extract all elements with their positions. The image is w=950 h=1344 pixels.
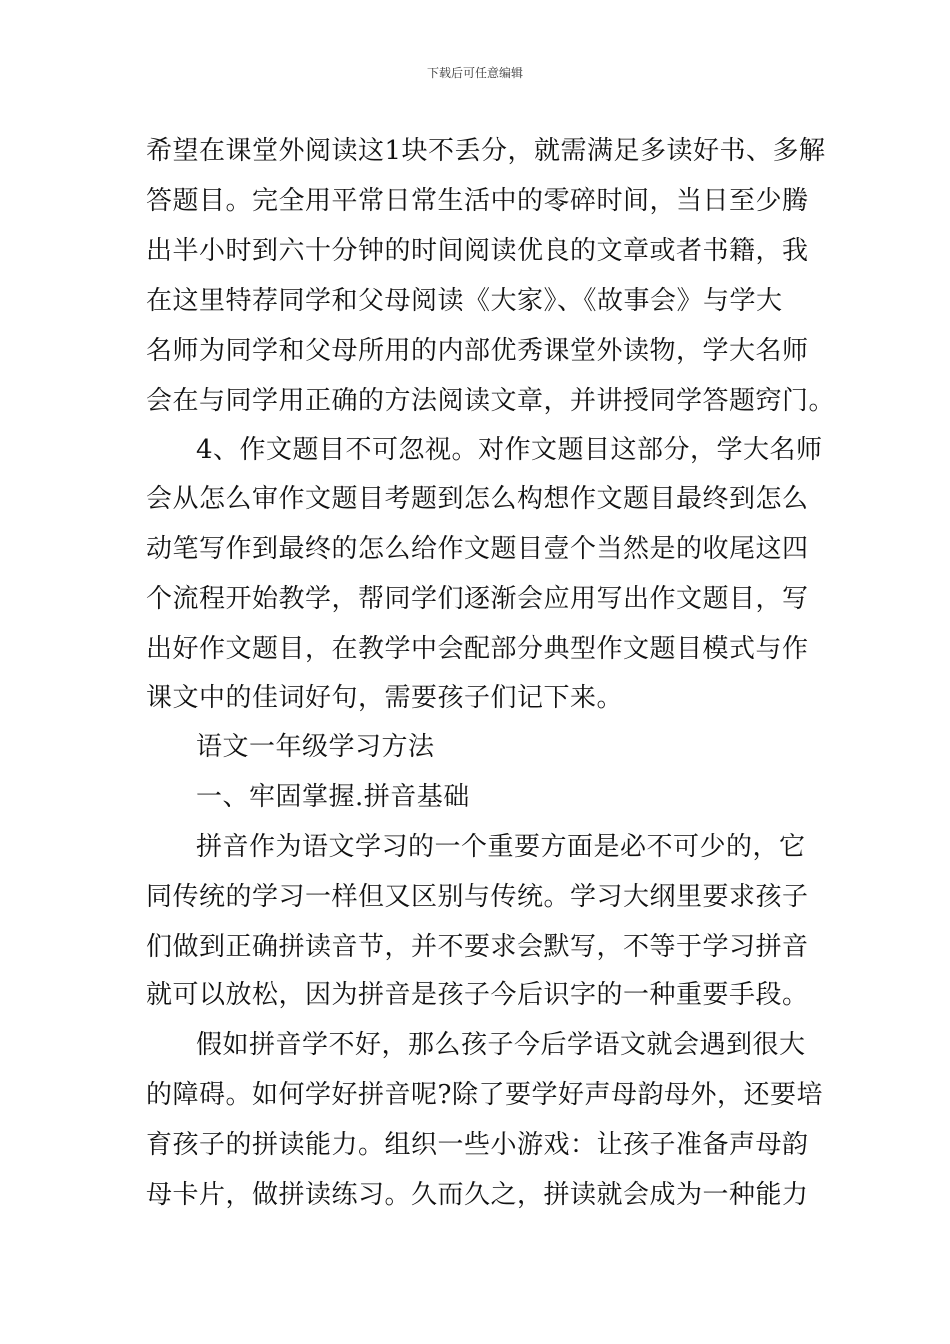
section-heading: 语文一年级学习方法 [196, 732, 435, 762]
text-line: 在这里特荐同学和父母阅读《大家》、《故事会》与学大 [146, 286, 783, 316]
text-line: 个流程开始教学，帮同学们逐渐会应用写出作文题目，写 [146, 584, 809, 614]
text-line: 出好作文题目，在教学中会配部分典型作文题目模式与作 [146, 634, 809, 664]
page-header: 下载后可任意编辑 [426, 66, 523, 80]
text-line: 就可以放松，因为拼音是孩子今后识字的一种重要手段。 [146, 980, 809, 1010]
text-line: 希望在课堂外阅读这1块不丢分，就需满足多读好书、多解 [146, 136, 826, 166]
section-subheading: 一、牢固掌握.拼音基础 [196, 782, 470, 812]
text-line: 课文中的佳词好句，需要孩子们记下来。 [146, 683, 624, 713]
text-line: 出半小时到六十分钟的时间阅读优良的文章或者书籍，我 [146, 236, 809, 266]
text-line: 们做到正确拼读音节，并不要求会默写，不等于学习拼音 [146, 932, 809, 962]
text-line: 4、作文题目不可忽视。对作文题目这部分，学大名师 [196, 435, 823, 465]
text-line: 会在与同学用正确的方法阅读文章，并讲授同学答题窍门。 [146, 386, 836, 416]
text-line: 会从怎么审作文题目考题到怎么构想作文题目最终到怎么 [146, 484, 809, 514]
text-line: 母卡片，做拼读练习。久而久之，拼读就会成为一种能力 [146, 1180, 809, 1210]
text-line: 同传统的学习一样但又区别与传统。学习大纲里要求孩子 [146, 882, 809, 912]
text-line: 拼音作为语文学习的一个重要方面是必不可少的，它 [196, 832, 806, 862]
text-line: 育孩子的拼读能力。组织一些小游戏：让孩子准备声母韵 [146, 1130, 809, 1160]
text-line: 假如拼音学不好，那么孩子今后学语文就会遇到很大 [196, 1030, 806, 1060]
text-line: 的障碍。如何学好拼音呢?除了要学好声母韵母外，还要培 [146, 1080, 823, 1110]
text-line: 答题目。完全用平常日常生活中的零碎时间，当日至少腾 [146, 186, 809, 216]
text-line: 名师为同学和父母所用的内部优秀课堂外读物，学大名师 [146, 336, 809, 366]
text-line: 动笔写作到最终的怎么给作文题目壹个当然是的收尾这四 [146, 534, 809, 564]
